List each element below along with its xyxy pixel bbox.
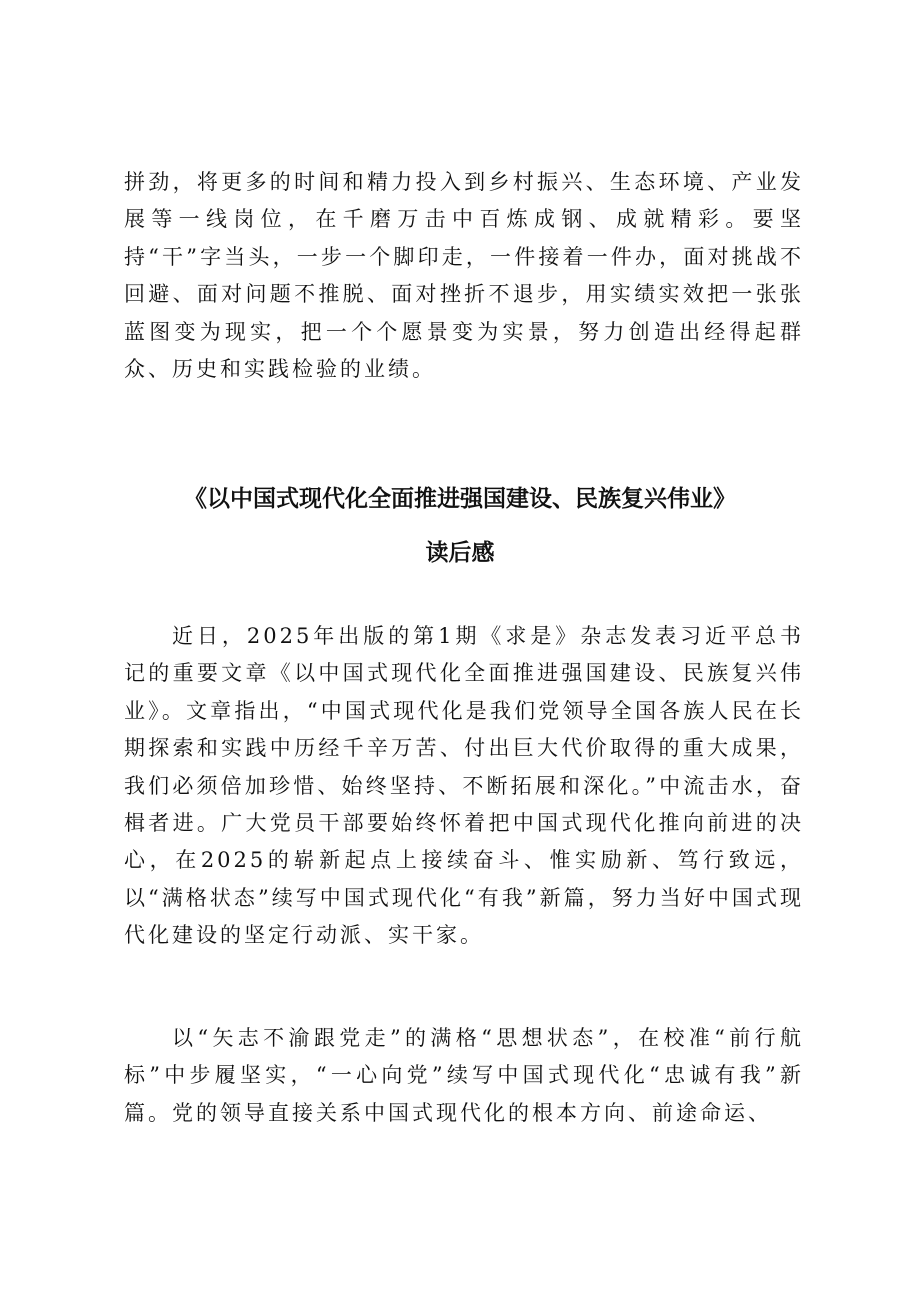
continuation-paragraph: 拼劲，将更多的时间和精力投入到乡村振兴、生态环境、产业发展等一线岗位，在千磨万击中百炼成钢、成就精彩。要坚持“干”字当头，一步一个脚印走，一件接着一件办，面对挑战不回避、面对问题不推脱、面对挫折不退步，用实绩实效把一张张蓝图变为现实，把一个个愿景变为实景，努力创造出经得起群众、历史和实践检验的业绩。 [124,170,804,382]
body-paragraph-1: 近日，2025年出版的第1期《求是》杂志发表习近平总书记的重要文章《以中国式现代化全面推进强国建设、民族复兴伟业》。文章指出，“中国式现代化是我们党领导全国各族人民在长期探索和实践中历经千辛万苦、付出巨大代价取得的重大成果，我们必须倍加珍惜、始终坚持、不断拓展和深化。”中流击水，奋楫者进。广大党员干部要始终怀着把中国式现代化推向前进的决心，在2025的崭新起点上接续奋斗、惟实励新、笃行致远，以“满格状态”续写中国式现代化“有我”新篇，努力当好中国式现代化建设的坚定行动派、实干家。 [124,624,804,948]
title-line-1: 《以中国式现代化全面推进强国建设、民族复兴伟业》 [184,486,736,512]
article-title [60,472,860,580]
title-line-2: 读后感 [425,540,495,566]
body-paragraph-2: 以“矢志不渝跟党走”的满格“思想状态”，在校准“前行航标”中步履坚实，“一心向党”续写中国式现代化“忠诚有我”新篇。党的领导直接关系中国式现代化的根本方向、前途命运、 [124,1026,804,1125]
